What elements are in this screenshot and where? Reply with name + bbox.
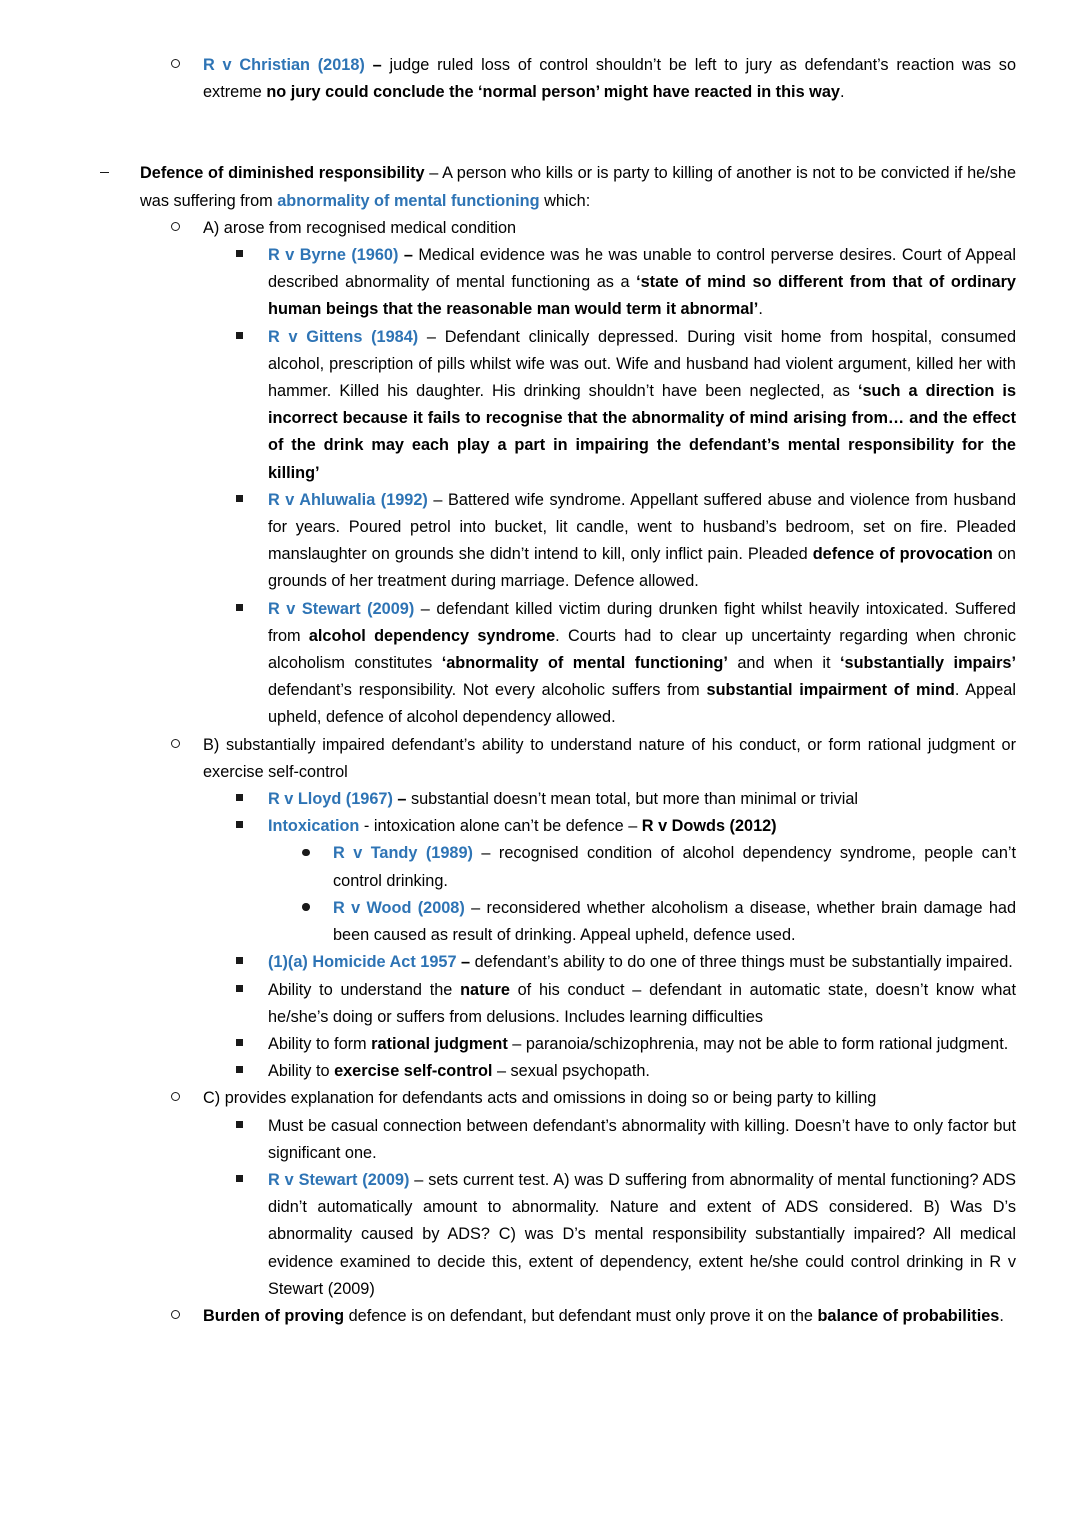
quotation-text: ‘state of mind so different from that of ordinary human beings that the reasonable man would term it abnormal’ xyxy=(268,273,1016,319)
list-item-r-v-ahluwalia xyxy=(40,487,1016,596)
list-item-r-v-stewart-second xyxy=(40,1167,1016,1303)
list-item-text xyxy=(333,895,1016,949)
list-item-ability-rational-judgment xyxy=(40,1031,1016,1058)
case-citation: R v Tandy (1989) xyxy=(333,844,473,863)
body-text-3: and when it xyxy=(727,654,841,673)
body-text: Ability to xyxy=(268,1062,335,1081)
case-citation: R v Dowds (2012) xyxy=(641,817,777,836)
list-item-intoxication xyxy=(40,813,1016,840)
square-bullet-icon xyxy=(236,487,243,513)
case-citation: R v Wood (2008) xyxy=(333,898,465,917)
square-bullet-icon xyxy=(236,1058,243,1084)
emphasis-text-2: substantial impairment of mind xyxy=(706,681,955,700)
hollow-circle-bullet-icon xyxy=(171,1303,180,1330)
section-heading: Defence of diminished responsibility xyxy=(140,164,425,183)
body-text: Defendant clinically depressed. During visit home from hospital, consumed alcohol, prescription of pills whilst wife was out. Wife and husband had violent argument, killed her with hammer. Killed his daughter. His drinking shouldn’t have been neglected, as xyxy=(268,327,1016,401)
list-item-point-a xyxy=(40,215,1016,242)
list-item-text xyxy=(333,840,1016,894)
list-item-burden-of-proving xyxy=(40,1303,1016,1330)
em-dash: – xyxy=(414,599,437,618)
list-item-text xyxy=(268,786,1016,813)
statute-citation: (1)(a) Homicide Act 1957 xyxy=(268,953,457,972)
round-bullet-icon xyxy=(302,895,310,921)
key-term: Burden of proving xyxy=(203,1306,345,1325)
list-item-homicide-act-1957 xyxy=(40,949,1016,976)
list-item-text xyxy=(268,242,1016,324)
body-text: Battered wife syndrome. Appellant suffered abuse and violence from husband for years. Poured petrol into bucket, lit candle, went to husband’s bedroom, set on fire. Pleaded manslaughter on grounds she didn’t intend to kill, only inflict pain. Pleaded xyxy=(268,490,1016,564)
square-bullet-icon xyxy=(236,596,243,622)
body-text-4: defendant’s responsibility. Not every alcoholic suffers from xyxy=(268,681,707,700)
quotation-text: ‘abnormality of mental functioning’ xyxy=(441,654,728,673)
body-text: substantial doesn’t mean total, but more than minimal or trivial xyxy=(410,790,859,809)
list-item-r-v-tandy xyxy=(40,840,1016,894)
quotation-text-2: ‘substantially impairs’ xyxy=(840,654,1016,673)
list-item-ability-nature xyxy=(40,977,1016,1031)
em-dash: – xyxy=(472,844,499,863)
square-bullet-icon xyxy=(236,324,243,350)
body-text: sets current test. A) was D suffering from abnormality of mental functioning? ADS didn’t automatically amount to abnormality. Nature and extent of ADS considered. B) Was D’s abnormality caused by ADS? C) was D’s mental responsibility substantially impaired? All medical evidence examined to decide this, extent of dependency, extent he/she could control drinking in R v Stewart (2009) xyxy=(268,1170,1017,1298)
case-citation: R v Byrne (1960) xyxy=(268,246,399,265)
emphasis-text: alcohol dependency syndrome xyxy=(308,626,556,645)
body-text: recognised condition of alcohol dependency syndrome, people can’t control drinking. xyxy=(333,844,1017,890)
list-item-r-v-lloyd xyxy=(40,786,1016,813)
list-item-text xyxy=(268,596,1016,732)
quotation-text: ‘such a direction is incorrect because it fails to recognise that the abnormality of mind arising from… and the effect of the drink may each play a part in impairing the defendant’s mental responsibility for the killing’ xyxy=(268,382,1017,482)
emphasis-text: balance of probabilities xyxy=(817,1306,1000,1325)
case-citation: R v Christian (2018) xyxy=(203,56,365,74)
list-item-text xyxy=(268,487,1016,596)
square-bullet-icon xyxy=(236,1113,243,1139)
body-text-tail: – paranoia/schizophrenia, may not be able to form rational judgment. xyxy=(507,1034,1009,1053)
em-dash: – xyxy=(398,246,419,265)
key-term: Intoxication xyxy=(268,817,360,836)
list-item-text: Must be casual connection between defendant’s abnormality with killing. Doesn’t have to only factor but significant one. xyxy=(268,1116,1016,1162)
list-item-text xyxy=(268,1167,1016,1303)
em-dash: – xyxy=(418,327,445,346)
em-dash: – xyxy=(464,898,487,917)
list-item-defence-diminished-responsibility xyxy=(40,160,1016,214)
section-spacer xyxy=(40,106,1016,160)
body-text: defendant killed victim during drunken fight whilst heavily intoxicated. Suffered from xyxy=(268,599,1016,645)
body-text: Ability to understand the xyxy=(268,980,461,999)
list-item-causal-connection xyxy=(40,1113,1016,1167)
case-citation: R v Stewart (2009) xyxy=(268,599,415,618)
em-dash: – xyxy=(456,953,475,972)
emphasis-text: nature xyxy=(460,980,510,999)
list-item-text xyxy=(268,1031,1016,1058)
hollow-circle-bullet-icon xyxy=(171,215,180,242)
em-dash: – xyxy=(427,490,448,509)
body-text-tail: on grounds of her treatment during marriage. Defence allowed. xyxy=(268,545,1016,591)
body-text-tail: . xyxy=(839,83,845,102)
square-bullet-icon xyxy=(236,786,243,812)
list-item-text xyxy=(268,977,1016,1031)
body-text-tail: . xyxy=(999,1306,1004,1325)
emphasis-text: no jury could conclude the ‘normal person’ might have reacted in this way xyxy=(266,83,840,102)
list-item-point-b xyxy=(40,732,1016,786)
square-bullet-icon xyxy=(236,1167,243,1193)
hollow-circle-bullet-icon xyxy=(171,1085,180,1112)
body-text: judge ruled loss of control shouldn’t be left to jury as defendant’s reaction was so extreme xyxy=(203,56,1017,102)
em-dash: – xyxy=(409,1170,429,1189)
list-item-r-v-gittens xyxy=(40,324,1016,487)
square-bullet-icon xyxy=(236,242,243,268)
body-text-tail: which: xyxy=(539,191,591,210)
dash-bullet-icon xyxy=(100,160,109,187)
case-citation: R v Stewart (2009) xyxy=(268,1170,410,1189)
emphasis-text: defence of provocation xyxy=(812,545,993,564)
list-item-r-v-stewart-first xyxy=(40,596,1016,732)
list-item-text xyxy=(268,1058,1016,1085)
body-text: Ability to form xyxy=(268,1034,372,1053)
list-item-text xyxy=(203,1303,1016,1330)
hollow-circle-bullet-icon xyxy=(171,732,180,759)
body-text: defendant’s ability to do one of three things must be substantially impaired. xyxy=(474,953,1013,972)
document-body xyxy=(40,52,1016,1330)
body-text-tail: of his conduct – defendant in automatic state, doesn’t know what he/she’s doing or suffers from delusions. Includes learning difficulties xyxy=(268,980,1016,1026)
list-item-text: B) substantially impaired defendant’s ability to understand nature of his conduct, or form rational judgment or exercise self-control xyxy=(203,735,1016,781)
body-text: - intoxication alone can’t be defence – xyxy=(359,817,642,836)
body-text: Medical evidence was he was unable to control perverse desires. Court of Appeal described abnormality of mental functioning as a xyxy=(268,246,1016,292)
hollow-circle-bullet-icon xyxy=(171,52,180,79)
list-item-text: A) arose from recognised medical condition xyxy=(203,218,517,237)
square-bullet-icon xyxy=(236,1031,243,1057)
body-text: reconsidered whether alcoholism a disease, whether brain damage had been caused as result of drinking. Appeal upheld, defence used. xyxy=(333,898,1016,945)
list-item-point-c xyxy=(40,1085,1016,1112)
em-dash: – xyxy=(364,56,390,74)
list-item-r-v-christian xyxy=(40,52,1016,106)
case-citation: R v Lloyd (1967) xyxy=(268,790,393,809)
body-text-tail: . xyxy=(758,300,763,319)
em-dash: – xyxy=(392,790,411,809)
body-text-2: . Courts had to clear up uncertainty regarding when chronic alcoholism constitutes xyxy=(268,626,1016,673)
case-citation: R v Ahluwalia (1992) xyxy=(268,490,428,509)
list-item-text xyxy=(203,52,1016,106)
key-term: abnormality of mental functioning xyxy=(277,191,540,210)
square-bullet-icon xyxy=(236,949,243,975)
body-text-tail: . Appeal upheld, defence of alcohol dependency allowed. xyxy=(268,681,1016,727)
list-item-text xyxy=(140,160,1016,214)
list-item-text xyxy=(268,324,1016,487)
list-item-r-v-byrne xyxy=(40,242,1016,324)
body-text-tail: – sexual psychopath. xyxy=(492,1062,650,1081)
body-text: defence is on defendant, but defendant must only prove it on the xyxy=(344,1306,818,1325)
square-bullet-icon xyxy=(236,977,243,1003)
round-bullet-icon xyxy=(302,840,310,866)
em-dash: – xyxy=(424,164,443,183)
list-item-text xyxy=(268,813,1016,840)
body-text: A person who kills or is party to killing of another is not to be convicted if he/she was suffering from xyxy=(140,164,1017,210)
list-item-text xyxy=(268,949,1016,976)
list-item-ability-self-control xyxy=(40,1058,1016,1085)
emphasis-text: rational judgment xyxy=(371,1034,508,1053)
case-citation: R v Gittens (1984) xyxy=(268,327,419,346)
emphasis-text: exercise self-control xyxy=(334,1062,493,1081)
list-item-r-v-wood xyxy=(40,895,1016,949)
list-item-text: C) provides explanation for defendants acts and omissions in doing so or being party to killing xyxy=(203,1089,877,1108)
square-bullet-icon xyxy=(236,813,243,839)
